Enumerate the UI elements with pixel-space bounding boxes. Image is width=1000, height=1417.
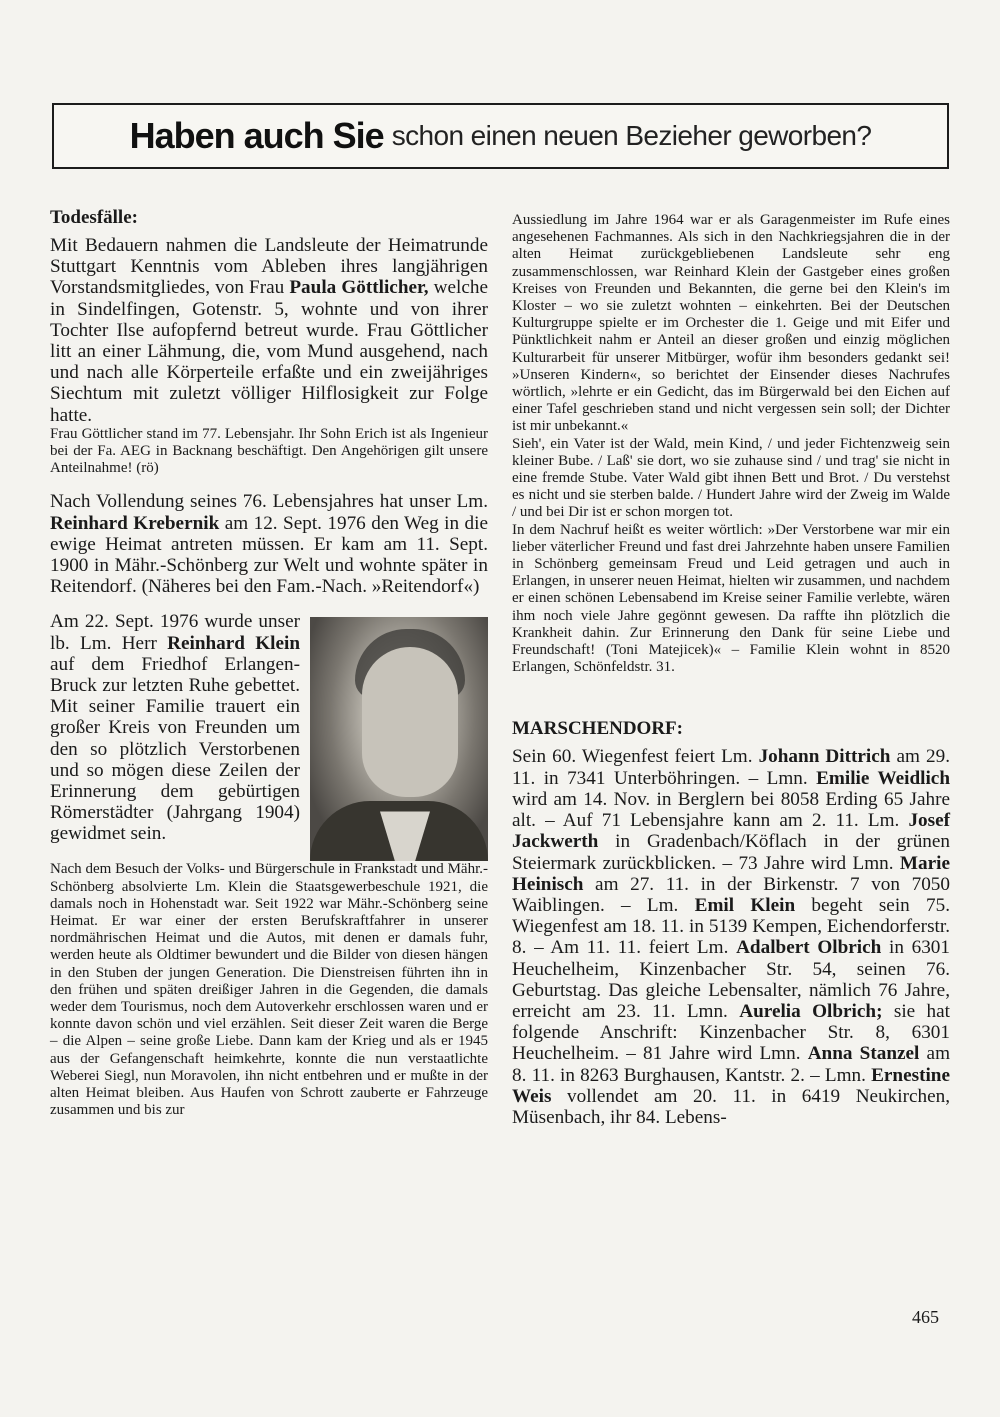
obituary-klein-quote: In dem Nachruf heißt es weiter wörtlich: »Der Verstorbene war mir ein lieber väterlicher Freund und fast drei Jahrzehnte haben unsere Familien in Schönberg gemeinsam Freud und Leid getragen und auch in Erlangen, in unserer neuen Heimat, hielten wir zusammen, und nachdem er einen schönen Lebensabend im Kreise seiner Familie verlebte, wären ihm noch viele Jahre gegönnt gewesen. Da raffte ihn plötzlich die Krankheit dahin. Zur Erinnerung den Dank für seine Liebe und Freundschaft! (Toni Matejicek)« – Familie Klein wohnt in 8520 Erlangen, Schönfeldstr. 31. [512,521,950,676]
obituary-krebernik [50,491,488,597]
person-name: Adalbert Olbrich [736,937,882,959]
text: Mit Bedauern nahmen die Landsleute der Heimatrunde Stuttgart Kenntnis vom Ableben ihres langjährigen Vorstandsmitgliedes, von Frau [50,235,488,299]
section-heading-marschendorf: MARSCHENDORF: [512,718,683,740]
person-name: Emilie Weidlich [816,767,950,789]
portrait-photo [310,617,488,861]
obituary-klein [50,611,300,861]
text: begeht sein 75. Wiegenfest am 18. 11. in 5139 Kempen, Eichendorferstr. 8. – Am 11. 11. feiert Lm. [512,894,951,959]
left-column [50,207,488,1120]
person-name: Anna Stanzel [807,1043,920,1065]
text: am 29. 11. in 7341 Unterböhringen. – Lmn. [512,746,950,789]
text: Nach Vollendung seines 76. Lebensjahres hat unser Lm. [50,491,488,513]
birthdays-marschendorf [512,746,950,1128]
person-name: Emil Klein [694,894,796,916]
text: in Gradenbach/Köflach in der grünen Steiermark zurückblicken. – 73 Jahre wird Lmn. [512,831,950,874]
text: vollendet am 20. 11. in 6419 Neukirchen, Müsenbach, ihr 84. Lebens- [512,1085,950,1128]
obituary-goettlicher-detail: Frau Göttlicher stand im 77. Lebensjahr. Ihr Sohn Erich ist als Ingenieur bei der Fa. AEG in Backnang beschäftigt. Den Angehörigen gilt unsere Anteilnahme! (rö) [50,425,488,477]
person-name: Reinhard Klein [167,632,300,654]
text: in 6301 Heuchelheim, Kinzenbacher Str. 54, seinen 76. Geburtstag. Das gleiche Lebensalter, nämlich 76 Jahre, erreicht am 23. 11. Lmn. [512,937,950,1022]
text: welche in Sindelfingen, Gotenstr. 5, wohnte und von ihrer Tochter Ilse aufopfernd betreut wurde. Frau Göttlicher litt an einer Lähmung, die, vom Mund ausgehend, nach und nach alle Körperteile erfaßte und ein zweijähriges Siechtum mit zuletzt völliger Hilflosigkeit zur Folge hatte. [50,277,488,426]
text: Sein 60. Wiegenfest feiert Lm. [512,746,759,768]
page-number: 465 [912,1307,939,1327]
person-name: Josef Jackwerth [512,810,950,853]
text: am 27. 11. in der Birkenstr. 7 von 7050 Waiblingen. – Lm. [512,873,950,916]
obituary-goettlicher [50,235,488,426]
obituary-klein-block [50,611,488,861]
obituary-klein-continued: Aussiedlung im Jahre 1964 war er als Garagenmeister im Rufe eines angesehenen Fachmannes. Als sich in den Nachkriegsjahren die in der alten Heimat zurückgebliebenen Landsleute sehr eng zusammenschlossen, war Reinhard Klein der Gastgeber eines großen Kreises von Freunden und Bekannten, die gerne bei den Klein's im Kloster – wo sie zuletzt wohnten – einkehrten. Bei der Deutschen Kulturgruppe spielte er im Orchester die 1. Geige und mit Eifer und Pünktlichkeit nahm er Anteil an dieser großen und einzig möglichen Kulturarbeit für unserer Mitbürger, wofür ihm besonders gedankt sei! »Unseren Kindern«, so berichtet der Einsender dieses Nachrufes wörtlich, »lehrte er ein Gedicht, das im Bürgerwald bei den Eichen auf einer Tafel geschrieben stand und nicht vergessen sein soll; der Dichter ist mir unbekannt.« [512,212,950,435]
right-column [512,212,950,1128]
banner-bold-text: Haben auch Sie [129,115,384,156]
person-name: Reinhard Krebernik [50,512,220,534]
person-name: Paula Göttlicher, [289,277,429,299]
person-name: Ernestine Weis [512,1064,950,1107]
person-name: Johann Dittrich [758,746,891,768]
text: auf dem Friedhof Erlangen-Bruck zur letzten Ruhe gebettet. Mit seiner Familie trauert ein großer Kreis von Freunden um den so plötzlich Verstorbenen und so mögen diese Zeilen der Erinnerung dem gebürtigen Römerstädter (Jahrgang 1904) gewidmet sein. [50,653,300,845]
text: am 12. Sept. 1976 den Weg in die ewige Heimat antreten müssen. Er kam am 11. Sept. 1900 in Mähr.-Schönberg zur Welt und wohnte später in Reitendorf. (Näheres bei den Fam.-Nach. »Reitendorf«) [50,512,488,598]
banner-text: schon einen neuen Bezieher geworben? [391,120,872,151]
person-name: Aurelia Olbrich; [739,1000,883,1022]
section-heading-deaths: Todesfälle: [50,207,138,228]
obituary-klein-detail: Nach dem Besuch der Volks- und Bürgerschule in Frankstadt und Mähr.-Schönberg absolvierte Lm. Klein die Staatsgewerbeschule 1921, die damals noch in Hohenstadt war. Seit 1922 war Mähr.-Schönberg seine Heimat. Er war einer der ersten Berufskraftfahrer in unserer nordmährischen Heimat und die Autos, mit denen er damals fuhr, werden heute als Oldtimer bewundert und die Bilder von diesen hängen in den Stuben der jungen Generation. Die Dienstreisen führten ihn in den frühen und späten dreißiger Jahren in die Gegenden, die damals weder dem Tourismus, noch dem Autoverkehr erschlossen waren und er konnte davon schön und viel erzählen. Seit dieser Zeit waren die Berge – die Alpen – seine große Liebe. Dann kam der Krieg und als er 1945 aus der Gefangenschaft heimkehrte, konnte die nun verstaatlichte Weberei Siegl, nun Moravolen, ihn nicht entbehren und er mußte in der alten Heimat bleiben. Aus Haufen von Schrott zauberte er Fahrzeuge zusammen und bis zur [50,861,488,1119]
person-name: Marie Heinisch [512,852,950,895]
poem: Sieh', ein Vater ist der Wald, mein Kind, / und jeder Fichtenzweig sein kleiner Bube. / Laß' sie dort, wo sie zuhause sind / und trag' sie nicht in eine fremde Stube. Vater Wald gibt ihnen Bett und Brot. / Du verstehst es nicht und sie sterben balde. / Hundert Jahre wird der Zweig im Walde / und bei Dir ist er schon morgen tot. [512,435,950,521]
text: wird am 14. Nov. in Berglern bei 8058 Erding 65 Jahre alt. – Auf 71 Lebensjahre kann am 2. 11. Lm. [512,788,950,832]
text: am 8. 11. in 8263 Burghausen, Kantstr. 2. – Lmn. [512,1043,950,1086]
text: sie hat folgende Anschrift: Kinzenbacher Str. 8, 6301 Heuchelheim. – 81 Jahre wird Lmn. [512,1000,950,1065]
text: Am 22. Sept. 1976 wurde unser lb. Lm. Herr [50,611,300,654]
subscriber-banner [52,103,949,169]
